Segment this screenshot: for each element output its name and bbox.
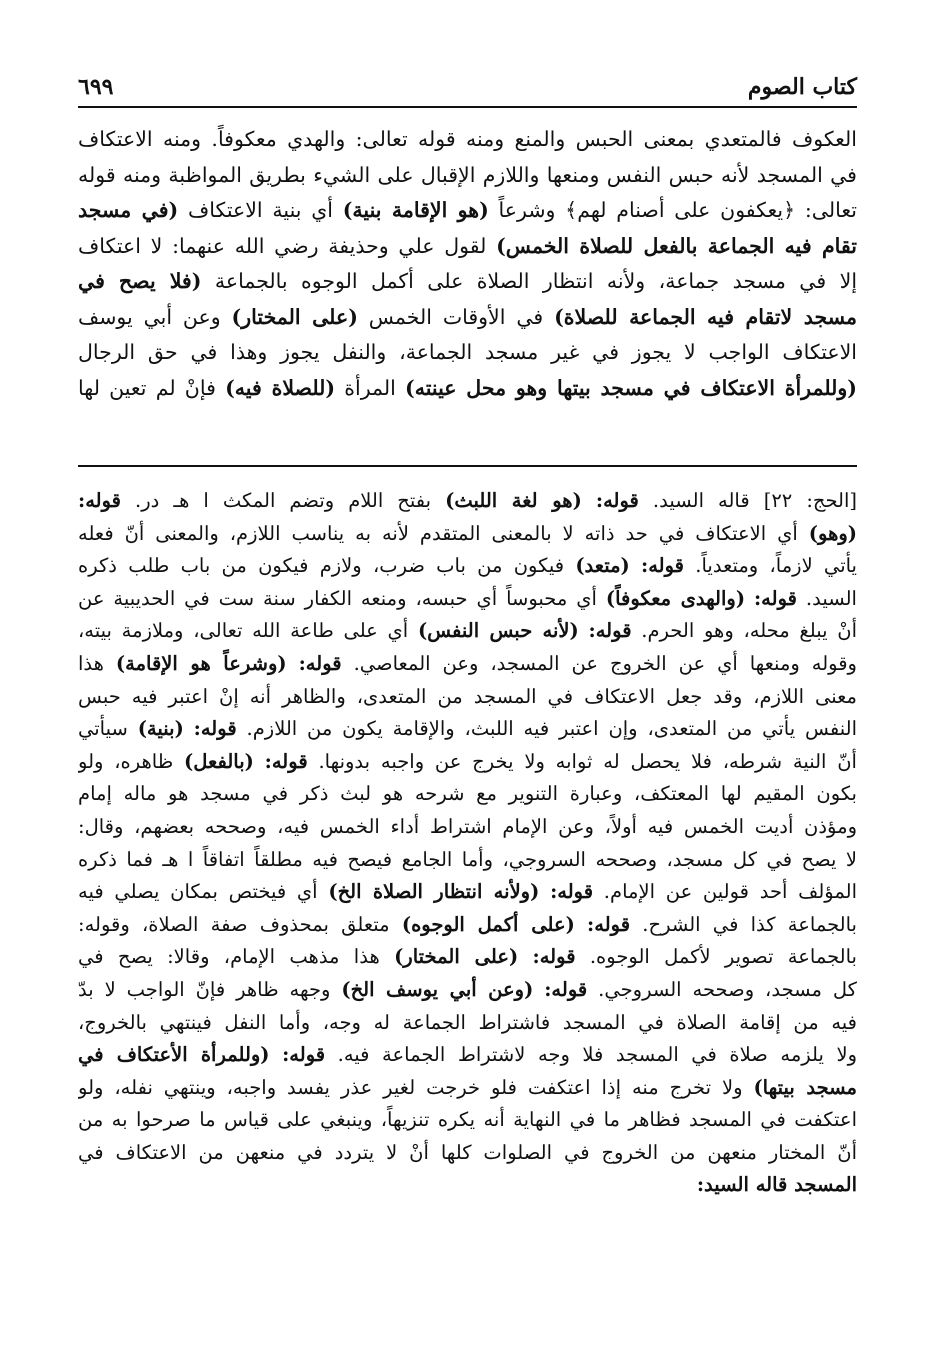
main-line: إلا في مسجد جماعة، ولأنه انتظار الصلاة على أكمل الوجوه بالجماعة (فلا يصح في <box>78 269 857 293</box>
main-line: مسجد لاتقام فيه الجماعة للصلاة) في الأوقات الخمس (على المختار) وعن أبي يوسف <box>78 304 857 329</box>
footnote-line: أنّ المختار منعهن من الخروج في الصلوات كلها أنْ لا يتردد في منعهن من الاعتكاف في <box>78 1140 857 1164</box>
footnote-line: معنى اللازم، وقد جعل الاعتكاف في المسجد من المتعدى، والظاهر أنه إنْ اعتبر فيه حبس <box>78 684 857 708</box>
footnote-line: بالجماعة تصوير لأكمل الوجوه. قوله: (على المختار) هذا مذهب الإمام، وقالا: يصح في <box>78 945 857 969</box>
footnote-line: المؤلف أحد قولين عن الإمام. قوله: (ولأنه انتظار الصلاة الخ) أي فيختص بمكان يصلي فيه <box>78 880 857 904</box>
footnote-line: المسجد قاله السيد: <box>696 1173 857 1197</box>
footnote-line: كل مسجد، وصححه السروجي. قوله: (وعن أبي يوسف الخ) وجهه ظاهر فإنّ الواجب لا بدّ <box>78 977 857 1001</box>
page-number: ٦٩٩ <box>78 74 114 100</box>
main-line: (وللمرأة الاعتكاف في مسجد بيتها وهو محل عينته) المرأة (للصلاة فيه) فإنْ لم تعين لها <box>78 375 857 400</box>
footnote-commentary <box>78 485 857 1202</box>
main-line: الاعتكاف الواجب لا يجوز في غير مسجد الجماعة، والنفل يجوز وهذا في حق الرجال <box>78 340 857 364</box>
footnote-line: أنْ يبلغ محله، وهو الحرم. قوله: (لأنه حبس النفس) أي على طاعة الله تعالى، وملازمة بيته، <box>78 619 857 643</box>
footnote-line: ومؤذن أديت الخمس فيه أولاً، وعن الإمام اشتراط أداء الخمس فيه، وصححه بعضهم، وقال: <box>78 814 857 838</box>
footnote-line: فيه من إقامة الصلاة في المسجد فاشتراط الجماعة له وجه، وأما النفل فينتهي بالخروج، <box>78 1010 857 1034</box>
footnote-line: بالجماعة كذا في الشرح. قوله: (على أكمل الوجوه) متعلق بمحذوف صفة الصلاة، وقوله: <box>78 912 857 936</box>
footnote-line: السيد. قوله: (والهدى معكوفاً) أي محبوساً أي حبسه، ومنعه الكفار سنة ست في الحديبية عن <box>78 586 857 610</box>
footnote-line: اعتكفت في المسجد فظاهر ما في النهاية أنه يكره تنزيهاً، وينبغي على قياس ما صرحوا به من <box>78 1108 857 1132</box>
footnote-line: ولا يلزمه صلاة في المسجد فلا وجه لاشتراط الجماعة فيه. قوله: (وللمرأة الأعتكاف في <box>78 1043 857 1067</box>
main-line: العكوف فالمتعدي بمعنى الحبس والمنع ومنه قوله تعالى: والهدي معكوفاً. ومنه الاعتكاف <box>78 127 857 151</box>
footnote-line: مسجد بيتها) ولا تخرج منه إذا اعتكفت فلو خرجت لغير عذر يفسد واجبه، وينتهي نفله، ولو <box>78 1075 857 1099</box>
chapter-title: كتاب الصوم <box>747 74 857 100</box>
main-line: تقام فيه الجماعة بالفعل للصلاة الخمس) لقول علي وحذيفة رضي الله عنهما: لا اعتكاف <box>78 233 857 258</box>
running-header <box>78 62 857 98</box>
footnote-line: لا يصح في كل مسجد، وصححه السروجي، وأما الجامع فيصح فيه مطلقاً اتفاقاً ا هـ فما ذكره <box>78 847 857 871</box>
footnote-line: (وهو) أي الاعتكاف في حد ذاته لا بالمعنى المتقدم لأنه به يناسب اللازم، والمعنى أنّ فعله <box>78 521 857 545</box>
footnote-line: وقوله ومنعها أي عن الخروج عن المسجد، وعن المعاصي. قوله: (وشرعاً هو الإقامة) هذا <box>78 651 857 675</box>
footnote-separator <box>78 465 857 467</box>
main-line: في المسجد لأنه حبس النفس ومنعها واللازم الإقبال على الشيء بطريق المواظبة ومنه قوله <box>78 162 857 187</box>
main-text <box>78 122 857 406</box>
footnote-line: يأتي لازماً، ومتعدياً. قوله: (متعد) فيكون من باب ضرب، ولازم فيكون من باب طلب ذكره <box>78 554 857 578</box>
footnote-line: بكون المقيم لها المعتكف، وعبارة التنوير مع شرحه هو لبث ذكر في مسجد هو ماله إمام <box>78 782 857 806</box>
footnote-line: أنّ النية شرطه، فلا يحصل له ثوابه ولا يخرج عن واجبه بدونها. قوله: (بالفعل) ظاهره، ولو <box>78 749 857 773</box>
footnote-line: النفس يأتي من المتعدى، وإن اعتبر فيه اللبث، والإقامة يكون من اللازم. قوله: (بنية) سيأتي <box>78 717 857 741</box>
footnote-line: [الحج: ٢٢] قاله السيد. قوله: (هو لغة اللبث) بفتح اللام وتضم المكث ا هـ در. قوله: <box>78 489 857 512</box>
main-line: تعالى: ﴿يعكفون على أصنام لهم﴾ وشرعاً (هو الإقامة بنية) أي بنية الاعتكاف (في مسجد <box>78 198 857 222</box>
header-rule <box>78 106 857 108</box>
